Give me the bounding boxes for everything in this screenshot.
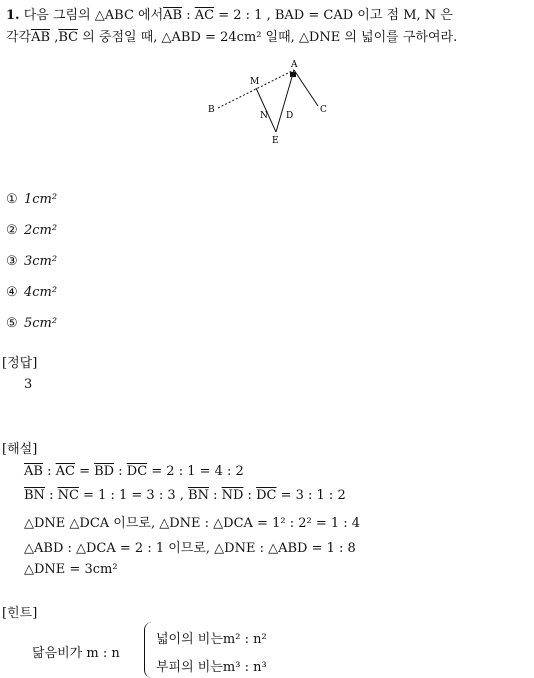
overlined-segment: $\overline{AB}$ bbox=[163, 8, 183, 23]
solution-line-3 bbox=[24, 512, 360, 531]
overlined-segment: $\overline{ND}$ bbox=[221, 488, 244, 503]
solution-label: [해설] bbox=[2, 442, 38, 457]
solution-line-1 bbox=[24, 464, 244, 479]
choice-2[interactable] bbox=[6, 223, 57, 238]
choice-value: 1cm² bbox=[24, 192, 58, 207]
overlined-segment: $\overline{DC}$ bbox=[256, 488, 277, 503]
choice-value: 4cm² bbox=[24, 285, 58, 300]
text-segment: △ABD : △DCA = 2 : 1 이므로, △DNE : △ABD = 1 : 8 bbox=[24, 541, 356, 556]
text-segment: 의 중점일 때, △ABD = 24cm² 일때, △DNE 의 넓이를 구하여라. bbox=[78, 30, 458, 45]
overlined-segment: $\overline{BN}$ bbox=[188, 488, 209, 503]
solution-line-2 bbox=[24, 488, 346, 503]
question-number: 1. bbox=[6, 8, 20, 23]
label-b: B bbox=[208, 105, 215, 115]
choice-number: ④ bbox=[6, 285, 18, 300]
text-segment: : bbox=[208, 488, 222, 503]
choice-number: ② bbox=[6, 223, 18, 238]
hint-brace bbox=[144, 622, 153, 678]
answer-label: [정답] bbox=[2, 356, 38, 371]
text-segment: = 2 : 1 , BAD = CAD 이고 점 M, N 은 bbox=[214, 8, 453, 23]
text-segment: = bbox=[74, 464, 95, 479]
label-d: D bbox=[286, 111, 294, 121]
text-segment: = 1 : 1 = 3 : 3 , bbox=[78, 488, 189, 503]
answer-value: 3 bbox=[24, 377, 33, 392]
solution-line-5 bbox=[24, 562, 118, 577]
question-line-1 bbox=[6, 4, 453, 23]
text-segment: : bbox=[182, 8, 195, 23]
choice-3[interactable] bbox=[6, 254, 57, 269]
hint-line-1: 넓이의 비는m² : n² bbox=[156, 632, 267, 647]
overlined-segment: $\overline{NC}$ bbox=[57, 488, 79, 503]
text-segment: : bbox=[243, 488, 257, 503]
choice-number: ① bbox=[6, 192, 18, 207]
question-line-2 bbox=[6, 26, 457, 45]
text-segment: , bbox=[50, 30, 59, 45]
label-c: C bbox=[320, 105, 327, 115]
choice-number: ⑤ bbox=[6, 316, 18, 331]
hint-prefix: 닮음비가 m : n bbox=[32, 646, 120, 661]
choice-5[interactable] bbox=[6, 316, 57, 331]
text-segment: = 2 : 1 = 4 : 2 bbox=[147, 464, 244, 479]
text-segment: : bbox=[114, 464, 127, 479]
label-a: A bbox=[291, 60, 298, 70]
overlined-segment: $\overline{AC}$ bbox=[55, 464, 75, 479]
choice-number: ③ bbox=[6, 254, 18, 269]
label-m: M bbox=[250, 77, 260, 87]
text-segment: △DNE △DCA 이므로, △DNE : △DCA = 1² : 2² = 1 : 4 bbox=[24, 516, 361, 531]
label-n: N bbox=[260, 111, 268, 121]
overlined-segment: $\overline{BD}$ bbox=[94, 464, 115, 479]
overlined-segment: $\overline{AB}$ bbox=[24, 464, 43, 479]
side-ac bbox=[294, 70, 318, 106]
text-segment: 다음 그림의 △ABC 에서 bbox=[23, 8, 164, 23]
angle-mark bbox=[290, 72, 296, 77]
question-line-2-text bbox=[6, 30, 457, 45]
choice-value: 3cm² bbox=[24, 254, 58, 269]
overlined-segment: $\overline{AB}$ bbox=[31, 30, 51, 45]
overlined-segment: $\overline{AC}$ bbox=[194, 8, 215, 23]
hint-line-2: 부피의 비는m³ : n³ bbox=[156, 660, 267, 675]
label-e: E bbox=[272, 136, 279, 146]
question-line-1-text bbox=[24, 8, 453, 23]
text-segment: : bbox=[42, 464, 56, 479]
text-segment: 각각 bbox=[6, 30, 32, 45]
choice-1[interactable] bbox=[6, 192, 57, 207]
hint-label: [힌트] bbox=[2, 606, 38, 621]
text-segment: △DNE = 3cm² bbox=[24, 562, 118, 577]
overlined-segment: $\overline{BN}$ bbox=[24, 488, 45, 503]
triangle-figure bbox=[200, 56, 340, 148]
segment-ae bbox=[276, 70, 294, 132]
overlined-segment: $\overline{DC}$ bbox=[126, 464, 148, 479]
choice-value: 2cm² bbox=[24, 223, 58, 238]
segment-me bbox=[256, 88, 276, 132]
solution-line-4 bbox=[24, 537, 356, 556]
text-segment: : bbox=[44, 488, 58, 503]
text-segment: = 3 : 1 : 2 bbox=[276, 488, 346, 503]
choice-4[interactable] bbox=[6, 285, 57, 300]
choice-value: 5cm² bbox=[24, 316, 58, 331]
overlined-segment: $\overline{BC}$ bbox=[58, 30, 79, 45]
